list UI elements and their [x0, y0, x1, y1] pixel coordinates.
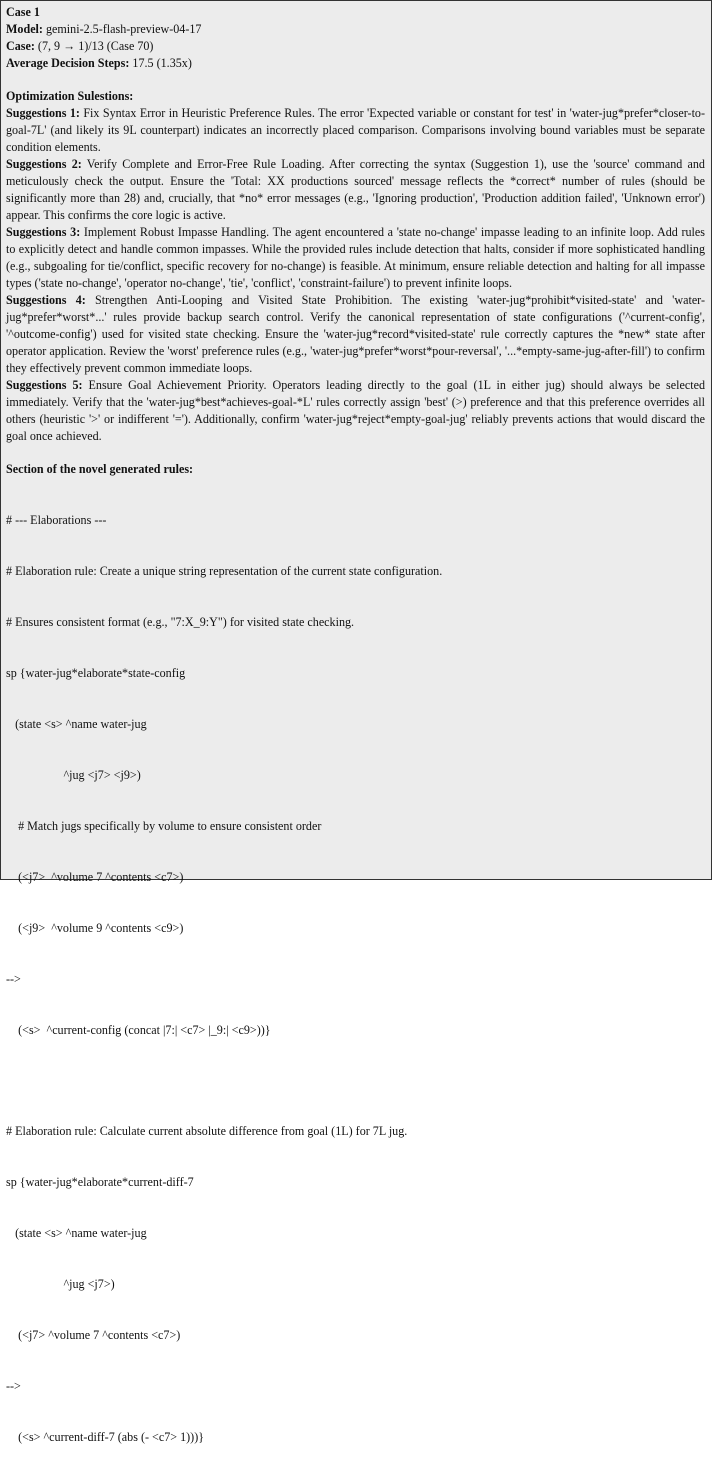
case-title: Case 1 [6, 5, 40, 19]
case-line [6, 38, 705, 55]
model-label: Model: [6, 22, 43, 36]
code-line: # Elaboration rule: Calculate current absolute difference from goal (1L) for 7L jug. [6, 1124, 408, 1138]
steps-label: Average Decision Steps: [6, 56, 130, 70]
suggestion-text: Implement Robust Impasse Handling. The agent encountered a 'state no-change' impasse leading to an infinite loop. Add rules to explicitly detect and handle common impasses. While the provided rules include detection that halts, consider if more sophisticated handling (e.g., subgoaling for tie/conflict, specific recovery for no-change) is feasible. At minimum, ensure reliable detection and halting for all impasse types ('state no-change', 'operator no-change', 'tie', 'conflict', 'constraint-failure') to prevent infinite loops. [6, 225, 705, 290]
suggestion-paragraph [6, 377, 705, 445]
model-value: gemini-2.5-flash-preview-04-17 [42, 22, 202, 36]
code-line: (<j7> ^volume 7 ^contents <c7>) [6, 870, 184, 884]
code-line: sp {water-jug*elaborate*current-diff-7 [6, 1175, 194, 1189]
suggestion-text: Ensure Goal Achievement Priority. Operators leading directly to the goal (1L in either jug) should always be selected immediately. Verify that the 'water-jug*best*achieves-goal-*L' rules correctly assign 'best' (>) preference and that this preference overrides all others (heuristic '>' or indifferent '='). Additionally, confirm 'water-jug*reject*empty-goal-jug' reliably prevents actions that would discard the goal once achieved. [6, 378, 705, 443]
suggestion-paragraph [6, 292, 705, 377]
code-line: --> [6, 972, 21, 986]
suggestion-paragraph [6, 105, 705, 156]
optimization-heading: Optimization Sulestions: [6, 89, 134, 103]
case-label: Case: [6, 39, 35, 53]
steps-value: 17.5 (1.35x) [129, 56, 192, 70]
suggestion-paragraph [6, 224, 705, 292]
code-line: (<s> ^current-config (concat |7:| <c7> |_9:| <c9>))} [6, 1023, 271, 1037]
code-line: --> [6, 1379, 21, 1393]
case-value: (7, 9 → 1)/13 (Case 70) [34, 39, 154, 53]
code-block [6, 1089, 705, 1480]
suggestion-label: Suggestions 5: [6, 378, 83, 392]
spacer [6, 445, 705, 461]
suggestion-paragraph [6, 156, 705, 224]
code-line: ^jug <j7>) [6, 1277, 115, 1291]
code-line: # Match jugs specifically by volume to ensure consistent order [6, 819, 322, 833]
model-line [6, 21, 705, 38]
code-line: # --- Elaborations --- [6, 513, 107, 527]
steps-line [6, 55, 705, 72]
code-line: sp {water-jug*elaborate*state-config [6, 666, 186, 680]
spacer [6, 72, 705, 88]
code-line: # Elaboration rule: Create a unique string representation of the current state configuration. [6, 564, 443, 578]
code-line: # Ensures consistent format (e.g., "7:X_9:Y") for visited state checking. [6, 615, 355, 629]
code-line: (<j9> ^volume 9 ^contents <c9>) [6, 921, 184, 935]
suggestion-label: Suggestions 3: [6, 225, 81, 239]
suggestion-text: Fix Syntax Error in Heuristic Preference Rules. The error 'Expected variable or constant for test' in 'water-jug*prefer*closer-to-goal-7L' (and likely its 9L counterpart) indicates an incorrectly placed comparison. Comparisons involving bound variables must be separate condition elements. [6, 106, 705, 154]
rules-heading: Section of the novel generated rules: [6, 462, 194, 476]
suggestion-label: Suggestions 2: [6, 157, 82, 171]
suggestion-label: Suggestions 1: [6, 106, 80, 120]
suggestion-text: Verify Complete and Error-Free Rule Loading. After correcting the syntax (Suggestion 1), use the 'source' command and meticulously check the output. Ensure the 'Total: XX productions sourced' message reflects the *correct* number of rules (should be significantly more than 28) and, crucially, that *no* error messages (e.g., 'Ignoring production', 'Production addition failed', 'Unknown error') appear. This confirms the core logic is active. [6, 157, 705, 222]
code-line: (state <s> ^name water-jug [6, 717, 147, 731]
code-line: ^jug <j7> <j9>) [6, 768, 141, 782]
suggestion-label: Suggestions 4: [6, 293, 86, 307]
code-block [6, 478, 705, 1073]
code-line: (<j7> ^volume 7 ^contents <c7>) [6, 1328, 181, 1342]
suggestion-text: Strengthen Anti-Looping and Visited State Prohibition. The existing 'water-jug*prohibit*visited-state' and 'water-jug*prefer*worst*...' rules provide backup search control. Verify the canonical representation of state configurations ('^current-config', '^outcome-config') used for visited state checking. Ensure the 'water-jug*record*visited-state' rule correctly captures the *new* state after operator application. Review the 'worst' preference rules (e.g., 'water-jug*prefer*worst*pour-reversal', '...*empty-same-jug-after-fill') to confirm they effectively prevent common immediate loops. [6, 293, 705, 375]
spacer [6, 1073, 705, 1089]
code-line: (<s> ^current-diff-7 (abs (- <c7> 1)))} [6, 1430, 205, 1444]
code-line: (state <s> ^name water-jug [6, 1226, 147, 1240]
